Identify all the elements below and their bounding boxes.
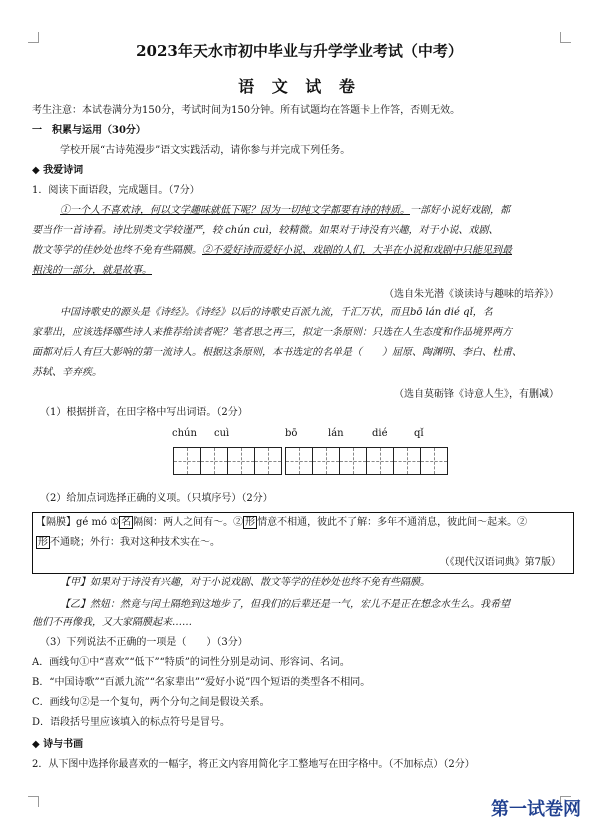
tianzige-cell[interactable]	[312, 447, 340, 475]
tianzige-cell[interactable]	[339, 447, 367, 475]
question-2: 2．从下图中选择你最喜欢的一幅字，将正文内容用简化字工整地写在田字格中。（不加标点）（2分）	[32, 759, 475, 770]
exam-subtitle: 语 文 试 卷	[238, 77, 361, 96]
pinyin-label: cuì	[214, 428, 230, 439]
task-heading: ◆ 诗与书画	[32, 739, 84, 750]
option-a: A．画线句①中“喜欢”“低下”“特质”的词性分别是动词、形容词、名词。	[32, 657, 350, 668]
pinyin-label: bō	[285, 428, 298, 439]
exam-title: 2023年天水市初中毕业与升学学业考试（中考）	[136, 42, 463, 60]
passage-2-line-3: 面都对后人有巨大影响的第一流诗人。根据这条原则，本书选定的名单是（ ）屈原、陶渊明、李白、杜甫、	[32, 347, 522, 358]
site-logo: 第一试卷网	[491, 799, 581, 820]
passage-2-line-4: 苏轼、辛弃疾。	[32, 367, 102, 378]
passage-2-line-1: 中国诗歌史的源头是《诗经》。《诗经》以后的诗歌史百派九流，千汇万状，而且bō lán dié qǐ，名	[60, 307, 493, 318]
tianzige-cell[interactable]	[420, 447, 448, 475]
tianzige-cell[interactable]	[173, 447, 201, 475]
passage-text: 一部好小说好戏剧，都	[410, 205, 510, 216]
entry-headword: 【隔膜】gé mó ①	[36, 517, 120, 528]
source-citation-1: （选自朱光潜《谈读诗与趣味的培养》）	[384, 289, 559, 300]
passage-2-line-2: 家辈出，应该选择哪些诗人来推荐给读者呢？笔者思之再三，拟定一条原则：只选在人生态度和作品境界两方	[32, 327, 512, 338]
tianzige-cell[interactable]	[393, 447, 421, 475]
option-c: C．画线句②是一个复句，两个分句之间是假设关系。	[32, 697, 270, 708]
pinyin-label: lán	[328, 428, 344, 439]
question-1-3: （3）下列说法不正确的一项是（ ）（3分）	[40, 637, 248, 648]
option-d: D．语段括号里应该填入的标点符号是冒号。	[32, 717, 231, 728]
tianzige-cell[interactable]	[254, 447, 282, 475]
passage-text: 散文等学的佳妙处也终不免有些隔膜。	[32, 245, 202, 256]
pinyin-label: chún	[172, 428, 197, 439]
pos-tag: 形	[38, 537, 48, 548]
underlined-sentence-1: ①一个人不喜欢诗，何以文学趣味就低下呢？因为一切纯文学都要有诗的特质。	[60, 205, 410, 216]
question-1-2: （2）给加点词选择正确的义项。（只填序号）（2分）	[40, 493, 273, 504]
option-b: B．“中国诗歌”“百派九流”“名家辈出”“爱好小说”四个短语的类型各不相同。	[32, 677, 371, 688]
underlined-sentence-2: ②不爱好诗而爱好小说、戏剧的人们，大半在小说和戏剧中只能见到最	[202, 245, 512, 256]
tianzige-cell[interactable]	[200, 447, 228, 475]
crop-mark	[28, 796, 39, 807]
exam-notice: 考生注意：本试卷满分为150分，考试时间为150分钟。所有试题均在答题卡上作答，否则无效。	[32, 105, 461, 116]
tianzige-cell[interactable]	[227, 447, 255, 475]
pos-tag: 名	[121, 517, 132, 528]
example-a: 【甲】如果对于诗没有兴趣，对于小说戏剧、散文等学的佳妙处也终不免有些隔膜。	[60, 577, 430, 588]
question-1: 1．阅读下面语段，完成题目。（7分）	[32, 185, 200, 196]
dictionary-source: （《现代汉语词典》第7版）	[439, 557, 561, 568]
entry-sense: 隔阂：两人之间有～。②	[133, 517, 244, 528]
pinyin-label: dié	[372, 428, 388, 439]
entry-sense: 情意不相通，彼此不了解：多年不通消息，彼此间～起来。②	[257, 517, 528, 528]
pos-tag: 形	[245, 517, 256, 528]
tianzige-cell[interactable]	[366, 447, 394, 475]
passage-1-line-2: 要当作一首诗看。诗比别类文学较谨严，较 chún cuì，较精微。如果对于诗没有兴趣，对于小说、戏剧、	[32, 225, 499, 236]
section-heading: 一 积累与运用（30分）	[32, 125, 146, 136]
example-b-line-2: 他们不再像我，又大家隔膜起来……	[32, 617, 192, 628]
activity-intro: 学校开展“古诗苑漫步”语文实践活动，请你参与并完成下列任务。	[60, 145, 351, 156]
passage-1-line-4: 粗浅的一部分，就是故事。	[32, 265, 152, 276]
passage-1-line-1	[60, 204, 510, 218]
dictionary-entry-line-1	[36, 516, 527, 530]
pinyin-label: qǐ	[414, 428, 424, 439]
task-heading: ◆ 我爱诗词	[32, 165, 84, 176]
question-1-1: （1）根据拼音，在田字格中写出词语。（2分）	[40, 407, 248, 418]
source-citation-2: （选自莫砺锋《诗意人生》，有删减）	[394, 389, 559, 400]
passage-1-line-3	[32, 244, 512, 258]
dictionary-entry-line-2	[36, 536, 220, 550]
example-b-line-1: 【乙】然妞：然竟与闰土隔绝到这地步了，但我们的后辈还是一气，宏儿不是正在想念水生么。我希望	[60, 599, 510, 610]
entry-sense: 不通晓；外行：我对这种技术实在～。	[50, 537, 220, 548]
tianzige-cell[interactable]	[285, 447, 313, 475]
